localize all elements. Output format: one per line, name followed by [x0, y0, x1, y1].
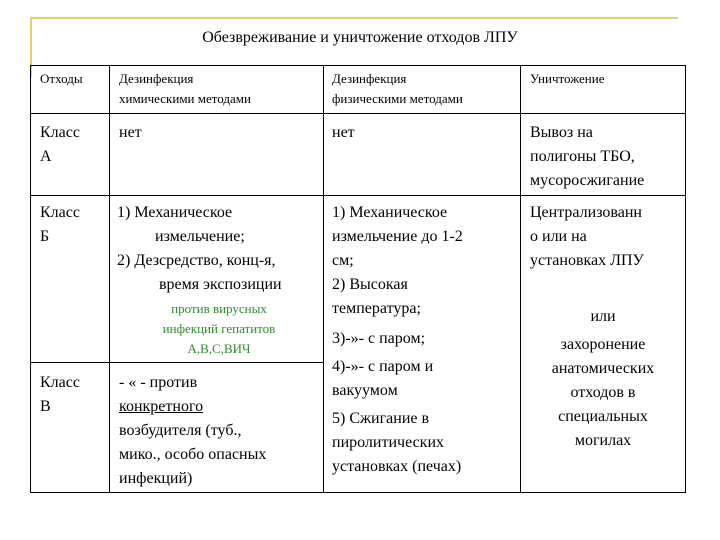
header-destruction: Уничтожение	[530, 71, 605, 86]
row-divider	[109, 362, 323, 363]
class-a-chemical: нет	[119, 124, 142, 141]
class-b-chemical: 1) Механическое измельчение; 2) Дезсредство, конц-я, время экспозиции против вирусных инфекций гепатитов А,В,С,ВИЧ	[117, 201, 321, 359]
slide-frame-top	[30, 17, 678, 19]
header-physical: Дезинфекция физическими методами	[332, 71, 463, 106]
row-divider	[30, 362, 109, 363]
class-b-label: Класс Б	[40, 204, 80, 245]
column-divider	[323, 65, 324, 493]
class-a-destruction: Вывоз на полигоны ТБО, мусоросжигание	[530, 124, 645, 189]
header-waste: Отходы	[40, 71, 83, 86]
table-border-left	[30, 65, 31, 493]
burial-methods-list: или захоронение анатомических отходов в специальных могилах	[551, 308, 655, 449]
page-title: Обезвреживание и уничтожение отходов ЛПУ	[202, 29, 518, 46]
column-divider	[109, 65, 110, 493]
class-v-chemical: - « - против конкретного возбудителя (туб., мико., особо опасных инфекций)	[119, 374, 267, 487]
waste-table	[30, 65, 686, 493]
class-a-physical: нет	[332, 124, 355, 141]
table-border-bottom	[30, 492, 686, 493]
table-border-top	[30, 65, 686, 66]
column-divider	[520, 65, 521, 493]
row-divider	[30, 195, 686, 196]
table-border-right	[685, 65, 686, 493]
class-a-label: Класс А	[40, 124, 80, 165]
destruction-methods-list: Централизованн о или на установках ЛПУ	[530, 204, 644, 269]
physical-methods-list: 1) Механическое измельчение до 1-2 см; 2) Высокая температура; 3)-»- с паром; 4)-»- с паром и вакуумом 5) Сжигание в пиролитических установках (печах)	[332, 204, 463, 475]
header-chemical: Дезинфекция химическими методами	[119, 71, 251, 106]
class-v-label: Класс В	[40, 374, 80, 415]
virus-note: против вирусных инфекций гепатитов А,В,С,ВИЧ	[162, 301, 276, 356]
row-divider	[30, 113, 686, 114]
